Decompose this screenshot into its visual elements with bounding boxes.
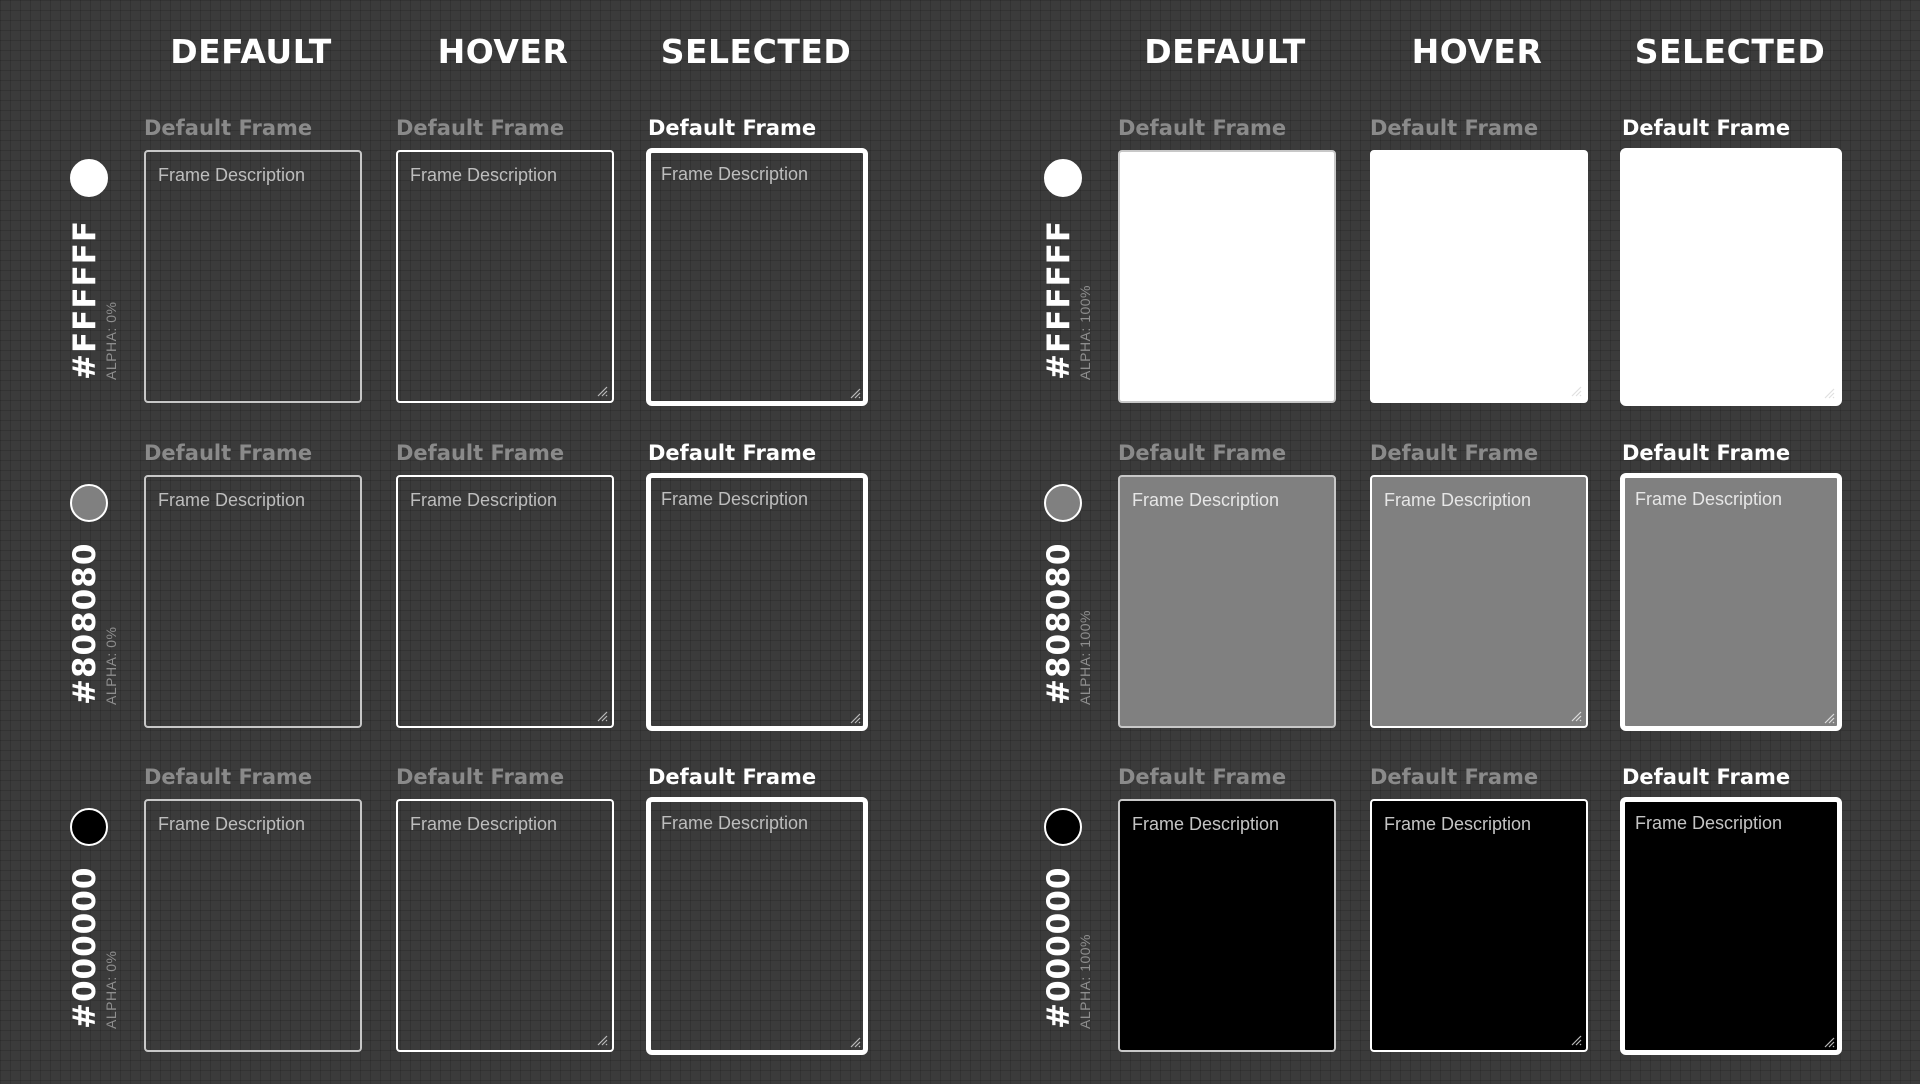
swatch-row [0, 440, 960, 760]
frame-title-selected: Default Frame [1622, 441, 1791, 465]
frame-description: Frame Description [410, 165, 558, 185]
panel-alpha-100 [974, 0, 1920, 1080]
frame-hover[interactable] [396, 150, 614, 403]
hex-code-label: #808080 [67, 542, 103, 705]
frame-description: Frame Description [1132, 490, 1280, 510]
frame-default[interactable] [1118, 799, 1336, 1052]
resize-grip-icon[interactable] [1570, 710, 1582, 722]
frame-title-default: Default Frame [1118, 116, 1287, 140]
resize-grip-icon[interactable] [1570, 1034, 1582, 1046]
frame-description: Frame Description [1635, 489, 1783, 509]
frame-title-selected: Default Frame [1622, 765, 1791, 789]
frame-selected[interactable] [646, 797, 868, 1055]
column-header-selected: SELECTED [660, 32, 852, 71]
alpha-label: ALPHA: 100% [1077, 934, 1093, 1029]
frame-hover[interactable] [1370, 475, 1588, 728]
frame-title-default: Default Frame [144, 116, 313, 140]
hex-code-label: #000000 [1041, 866, 1077, 1029]
swatch-row [974, 764, 1920, 1084]
hex-code-label: #FFFFFF [1041, 219, 1077, 380]
frame-title-default: Default Frame [1118, 765, 1287, 789]
resize-grip-icon[interactable] [596, 1034, 608, 1046]
frame-selected[interactable] [646, 148, 868, 406]
panel-alpha-0 [0, 0, 960, 1080]
frame-title-hover: Default Frame [1370, 441, 1539, 465]
frame-title-hover: Default Frame [1370, 116, 1539, 140]
frame-description: Frame Description [158, 165, 306, 185]
frame-title-default: Default Frame [144, 765, 313, 789]
frame-description: Frame Description [158, 814, 306, 834]
row-label [67, 445, 123, 705]
resize-grip-icon[interactable] [1823, 387, 1835, 399]
resize-grip-icon[interactable] [596, 710, 608, 722]
frame-description: Frame Description [661, 164, 809, 184]
frame-hover[interactable] [396, 475, 614, 728]
resize-grip-icon[interactable] [596, 385, 608, 397]
frame-title-selected: Default Frame [648, 441, 817, 465]
frame-description: Frame Description [410, 814, 558, 834]
frame-selected[interactable] [1620, 148, 1842, 406]
frame-title-default: Default Frame [1118, 441, 1287, 465]
column-header-hover: HOVER [1411, 32, 1543, 71]
frame-default[interactable] [144, 150, 362, 403]
resize-grip-icon[interactable] [1823, 1036, 1835, 1048]
frame-default[interactable] [144, 799, 362, 1052]
column-header-default: DEFAULT [170, 32, 332, 71]
frame-hover[interactable] [1370, 150, 1588, 403]
frame-description: Frame Description [158, 490, 306, 510]
hex-code-label: #808080 [1041, 542, 1077, 705]
row-label [1041, 769, 1097, 1029]
frame-title-hover: Default Frame [396, 765, 565, 789]
alpha-label: ALPHA: 100% [1077, 610, 1093, 705]
hex-code-label: #FFFFFF [67, 219, 103, 380]
frame-default[interactable] [144, 475, 362, 728]
frame-hover[interactable] [1370, 799, 1588, 1052]
frame-description: Frame Description [661, 813, 809, 833]
frame-description: Frame Description [1384, 490, 1532, 510]
frame-selected[interactable] [1620, 797, 1842, 1055]
resize-grip-icon[interactable] [1823, 712, 1835, 724]
frame-description: Frame Description [1635, 813, 1783, 833]
resize-grip-icon[interactable] [1570, 385, 1582, 397]
frame-title-default: Default Frame [144, 441, 313, 465]
swatch-row [0, 764, 960, 1084]
column-header-hover: HOVER [437, 32, 569, 71]
swatch-row [974, 440, 1920, 760]
resize-grip-icon[interactable] [849, 387, 861, 399]
frame-default[interactable] [1118, 475, 1336, 728]
frame-description: Frame Description [661, 489, 809, 509]
resize-grip-icon[interactable] [849, 712, 861, 724]
hex-code-label: #000000 [67, 866, 103, 1029]
frame-title-hover: Default Frame [396, 116, 565, 140]
row-label [1041, 120, 1097, 380]
column-header-default: DEFAULT [1144, 32, 1306, 71]
row-label [67, 120, 123, 380]
resize-grip-icon[interactable] [849, 1036, 861, 1048]
frame-description: Frame Description [1132, 814, 1280, 834]
frame-title-hover: Default Frame [396, 441, 565, 465]
alpha-label: ALPHA: 0% [103, 301, 119, 380]
frame-description: Frame Description [410, 490, 558, 510]
row-label [67, 769, 123, 1029]
alpha-label: ALPHA: 0% [103, 950, 119, 1029]
frame-title-selected: Default Frame [648, 116, 817, 140]
swatch-row [0, 115, 960, 435]
frame-selected[interactable] [1620, 473, 1842, 731]
frame-title-hover: Default Frame [1370, 765, 1539, 789]
frame-hover[interactable] [396, 799, 614, 1052]
swatch-row [974, 115, 1920, 435]
frame-default[interactable] [1118, 150, 1336, 403]
column-header-selected: SELECTED [1634, 32, 1826, 71]
frame-title-selected: Default Frame [1622, 116, 1791, 140]
row-label [1041, 445, 1097, 705]
frame-title-selected: Default Frame [648, 765, 817, 789]
alpha-label: ALPHA: 100% [1077, 285, 1093, 380]
frame-selected[interactable] [646, 473, 868, 731]
frame-description: Frame Description [1384, 814, 1532, 834]
alpha-label: ALPHA: 0% [103, 626, 119, 705]
